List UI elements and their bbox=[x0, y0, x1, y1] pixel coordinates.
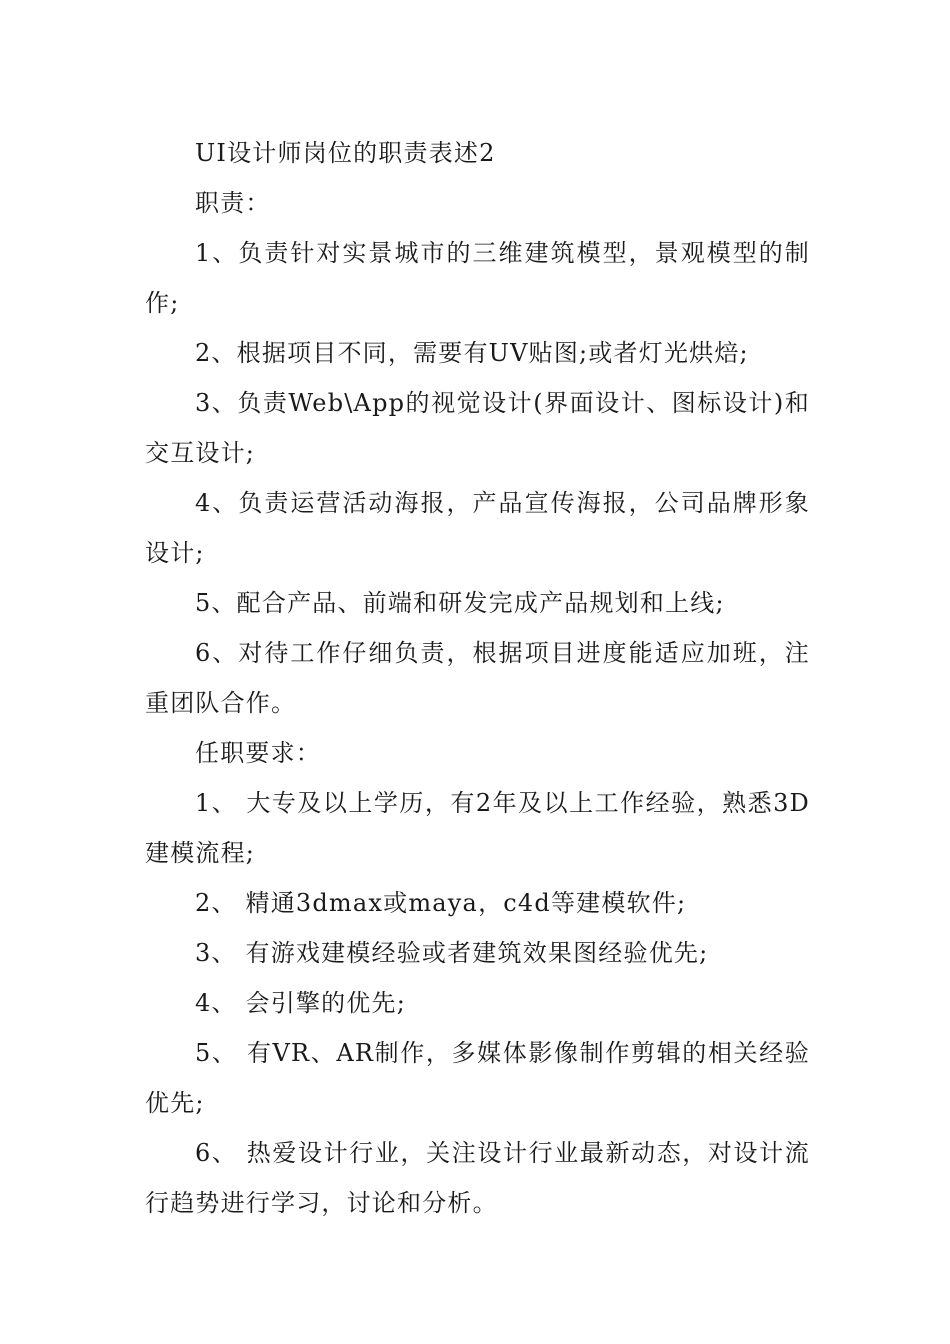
duties-heading: 职责： bbox=[195, 189, 271, 217]
requirement-item: 1、 大专及以上学历，有2年及以上工作经验，熟悉3D建模流程; bbox=[145, 789, 810, 867]
duty-item: 2、根据项目不同，需要有UV贴图;或者灯光烘焙; bbox=[195, 339, 749, 367]
requirements-heading: 任职要求： bbox=[195, 739, 321, 767]
duty-item: 4、负责运营活动海报，产品宣传海报，公司品牌形象设计; bbox=[145, 489, 810, 567]
duty-item: 6、对待工作仔细负责，根据项目进度能适应加班，注重团队合作。 bbox=[145, 639, 810, 717]
requirement-item: 5、 有VR、AR制作，多媒体影像制作剪辑的相关经验优先; bbox=[145, 1039, 810, 1117]
requirement-item: 6、 热爱设计行业，关注设计行业最新动态，对设计流行趋势进行学习，讨论和分析。 bbox=[145, 1139, 810, 1217]
duty-item: 3、负责Web\App的视觉设计(界面设计、图标设计)和交互设计; bbox=[145, 389, 810, 467]
duty-item: 1、负责针对实景城市的三维建筑模型，景观模型的制作; bbox=[145, 239, 810, 317]
document-title: UI设计师岗位的职责表述2 bbox=[195, 139, 496, 167]
requirement-item: 4、 会引擎的优先; bbox=[195, 989, 406, 1017]
duty-item: 5、配合产品、前端和研发完成产品规划和上线; bbox=[195, 589, 725, 617]
requirement-item: 3、 有游戏建模经验或者建筑效果图经验优先; bbox=[195, 939, 709, 967]
document-body bbox=[145, 128, 810, 1228]
requirement-item: 2、 精通3dmax或maya，c4d等建模软件; bbox=[195, 889, 687, 917]
